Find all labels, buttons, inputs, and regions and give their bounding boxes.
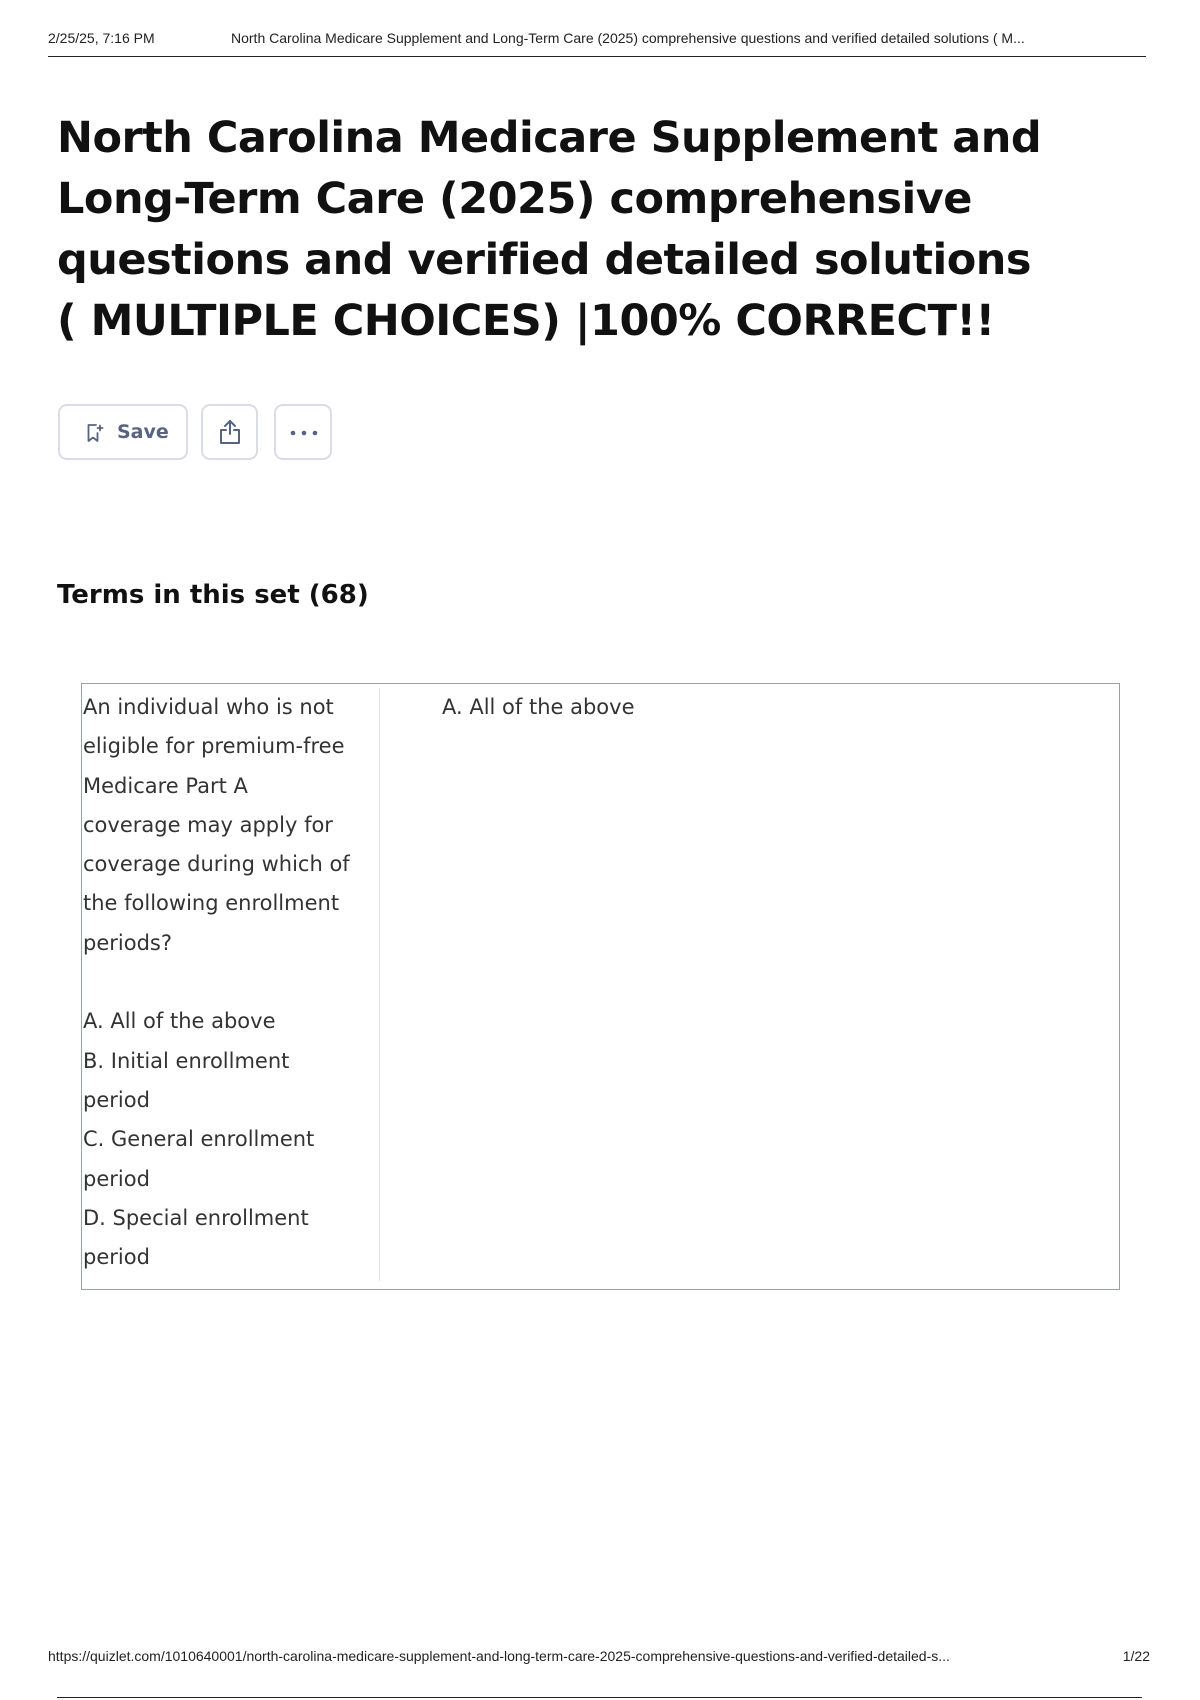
more-horizontal-icon (290, 430, 318, 436)
choice-line: B. Initial enrollment (83, 1048, 290, 1073)
choice-line: A. All of the above (83, 1009, 276, 1034)
print-url: https://quizlet.com/1010640001/north-carolina-medicare-supplement-and-long-term-care-2025-comprehensive-questions-and-verified-detailed-s... (48, 1648, 950, 1664)
question-spacer (83, 963, 379, 1002)
choice-line: D. Special enrollment (83, 1205, 309, 1230)
question-line: coverage during which of (83, 852, 350, 877)
footer-divider (57, 1697, 1142, 1698)
print-footer (48, 1648, 1150, 1678)
share-icon (218, 419, 242, 445)
term-card (81, 683, 1120, 1290)
question-line: An individual who is not (83, 695, 334, 719)
print-header-title: North Carolina Medicare Supplement and Long-Term Care (2025) comprehensive questions and verified detailed solutions ( M... (231, 30, 1025, 46)
choice-line: C. General enrollment (83, 1127, 315, 1152)
save-button-label: Save (117, 421, 169, 443)
page-title: North Carolina Medicare Supplement and Long-Term Care (2025) comprehensive questions and verified detailed solutions ( MULTIPLE CHOICES) |100% CORRECT!! (57, 113, 1042, 346)
more-options-button[interactable] (274, 404, 332, 460)
terms-heading: Terms in this set (68) (57, 580, 369, 610)
question-line: Medicare Part A (83, 773, 248, 798)
question-line: periods? (83, 930, 172, 955)
question-line: coverage may apply for (83, 812, 333, 837)
save-button[interactable] (58, 404, 188, 460)
share-button[interactable] (201, 404, 258, 460)
print-page-number: 1/22 (1122, 1648, 1150, 1664)
choice-line: period (83, 1245, 150, 1270)
question-line: the following enrollment (83, 891, 340, 916)
choice-line: period (83, 1166, 150, 1191)
question-line: eligible for premium-free (83, 734, 345, 759)
print-datetime: 2/25/25, 7:16 PM (48, 30, 155, 46)
term-answer: A. All of the above (442, 695, 635, 719)
print-header (48, 28, 1146, 57)
bookmark-add-icon (84, 423, 104, 443)
term-question (83, 688, 380, 1281)
choice-line: period (83, 1087, 150, 1112)
